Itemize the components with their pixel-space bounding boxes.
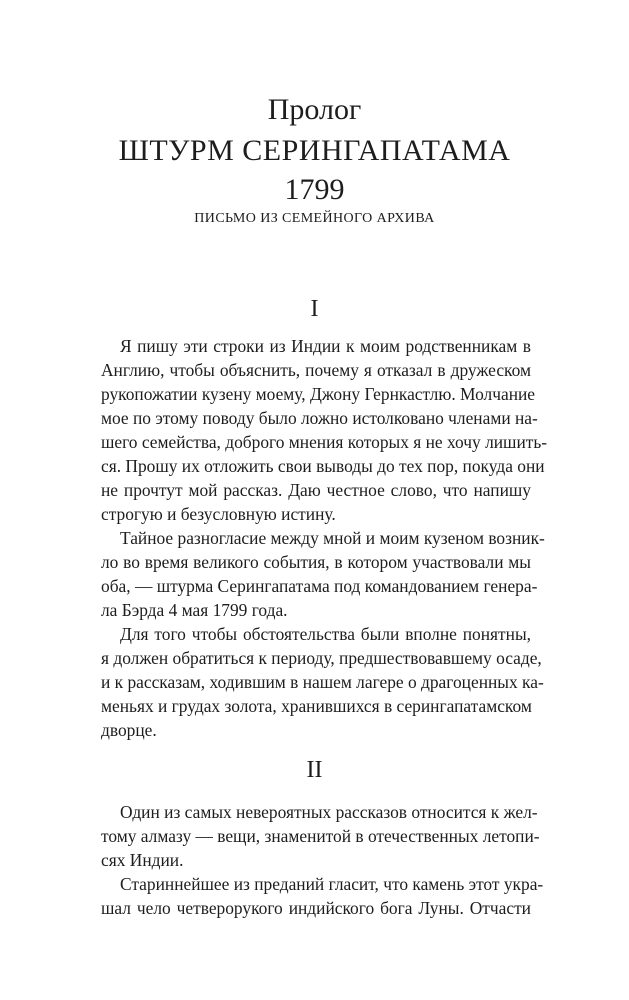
text-line: дворце.: [101, 720, 157, 740]
text-line: я должен обратиться к периоду, предшествовавшему осаде,: [101, 648, 542, 668]
text-line: ла Бэрда 4 мая 1799 года.: [101, 600, 288, 620]
prolog-heading: Пролог: [267, 93, 362, 126]
text-line: Англию, чтобы объяснить, почему я отказал в дружеском: [101, 360, 531, 380]
chapter-subtitle: ПИСЬМО ИЗ СЕМЕЙНОГО АРХИВА: [194, 211, 435, 226]
text-line: ся. Прошу их отложить свои выводы до тех пор, покуда они: [101, 456, 545, 476]
text-line: тому алмазу — вещи, знаменитой в отечественных летопи-: [101, 826, 540, 846]
section-numeral-2: II: [306, 757, 323, 783]
text-line: ло во время великого события, в котором участвовали мы: [101, 552, 531, 572]
text-line: строгую и безусловную истину.: [101, 504, 336, 524]
text-line: шал чело четверорукого индийского бога Луны. Отчасти: [101, 898, 531, 918]
text-line: оба, — штурма Серингапатама под командованием генера-: [101, 576, 538, 596]
text-line: рукопожатии кузену моему, Джону Гернкастлю. Молчание: [101, 384, 536, 404]
text-line: Стариннейшее из преданий гласит, что камень этот укра-: [120, 874, 544, 894]
text-line: и к рассказам, ходившим в нашем лагере о драгоценных ка-: [101, 672, 544, 692]
chapter-title: ШТУРМ СЕРИНГАПАТАМА: [118, 134, 511, 167]
text-line: сях Индии.: [101, 850, 184, 870]
text-line: Я пишу эти строки из Индии к моим родственникам в: [120, 336, 531, 356]
text-line: не прочтут мой рассказ. Даю честное слово, что напишу: [101, 480, 531, 500]
text-line: Тайное разногласие между мной и моим кузеном возник-: [120, 528, 545, 548]
text-line: шего семейства, доброго мнения которых я не хочу лишить-: [101, 432, 548, 452]
text-line: Для того чтобы обстоятельства были вполне понятны,: [120, 624, 531, 644]
text-line: Один из самых невероятных рассказов относится к жел-: [120, 802, 538, 822]
section-numeral-1: I: [310, 296, 319, 322]
text-line: мое по этому поводу было ложно истолковано членами на-: [101, 408, 538, 428]
chapter-year: 1799: [284, 173, 345, 206]
text-line: меньях и грудах золота, хранившихся в серингапатамском: [101, 696, 532, 716]
